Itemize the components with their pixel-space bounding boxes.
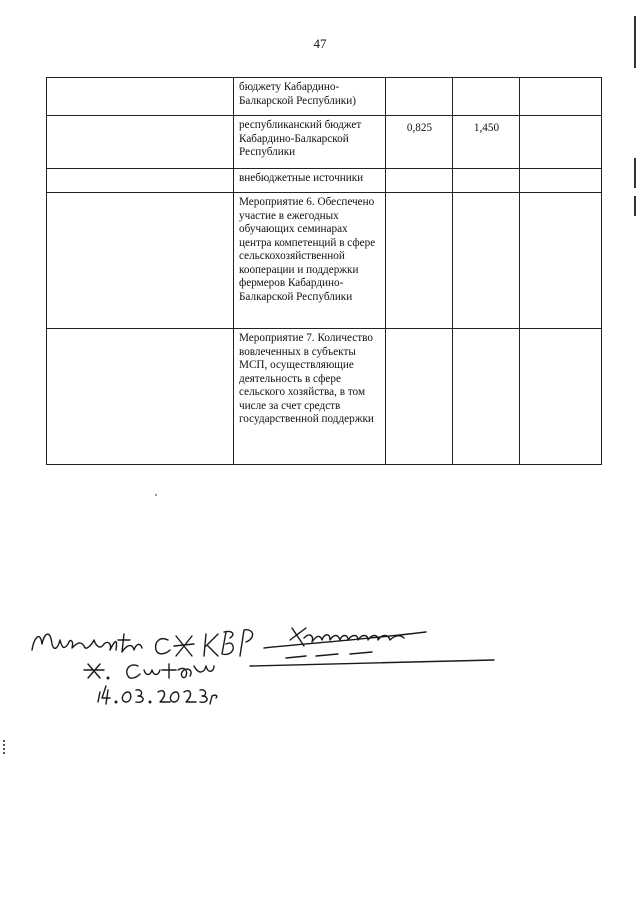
source-cell: бюджету Кабардино-Балкарской Республики) bbox=[234, 78, 386, 116]
value-cell-1 bbox=[386, 329, 453, 465]
value-cell-1: 0,825 bbox=[386, 116, 453, 169]
page-number: 47 bbox=[313, 36, 327, 51]
value-cell-3 bbox=[520, 193, 602, 329]
value-cell-3 bbox=[520, 78, 602, 116]
scan-dots bbox=[3, 740, 5, 754]
table-row bbox=[47, 116, 602, 169]
value-cell-2 bbox=[453, 169, 520, 193]
source-cell: внебюджетные источники bbox=[234, 169, 386, 193]
table-row bbox=[47, 193, 602, 329]
value-cell-3 bbox=[520, 329, 602, 465]
scan-edge-mark bbox=[634, 196, 636, 216]
event-cell bbox=[47, 169, 234, 193]
value-cell-2 bbox=[453, 193, 520, 329]
event-cell bbox=[47, 78, 234, 116]
value-cell-1 bbox=[386, 193, 453, 329]
scan-speck bbox=[155, 494, 157, 496]
source-cell: Мероприятие 7. Количество вовлеченных в субъекты МСП, осуществляющие деятельность в сфере сельского хозяйства, в том числе за счет средств государственной поддержки bbox=[234, 329, 386, 465]
table-row bbox=[47, 78, 602, 116]
event-cell bbox=[47, 116, 234, 169]
source-cell: республиканский бюджет Кабардино-Балкарской Республики bbox=[234, 116, 386, 169]
value-cell-1 bbox=[386, 169, 453, 193]
value-cell-2 bbox=[453, 329, 520, 465]
event-cell bbox=[47, 329, 234, 465]
value-cell-3 bbox=[520, 169, 602, 193]
budget-table bbox=[46, 77, 602, 465]
value-cell-2 bbox=[453, 78, 520, 116]
table-row bbox=[47, 329, 602, 465]
value-cell-2: 1,450 bbox=[453, 116, 520, 169]
table-row bbox=[47, 169, 602, 193]
event-cell bbox=[47, 193, 234, 329]
handwritten-signature bbox=[0, 600, 520, 710]
value-cell-1 bbox=[386, 78, 453, 116]
scan-edge-mark bbox=[634, 16, 636, 68]
source-cell: Мероприятие 6. Обеспечено участие в ежегодных обучающих семинарах центра компетенций в сфере сельскохозяйственной кооперации и поддержки фермеров Кабардино-Балкарской Республики bbox=[234, 193, 386, 329]
scan-edge-mark bbox=[634, 158, 636, 188]
value-cell-3 bbox=[520, 116, 602, 169]
